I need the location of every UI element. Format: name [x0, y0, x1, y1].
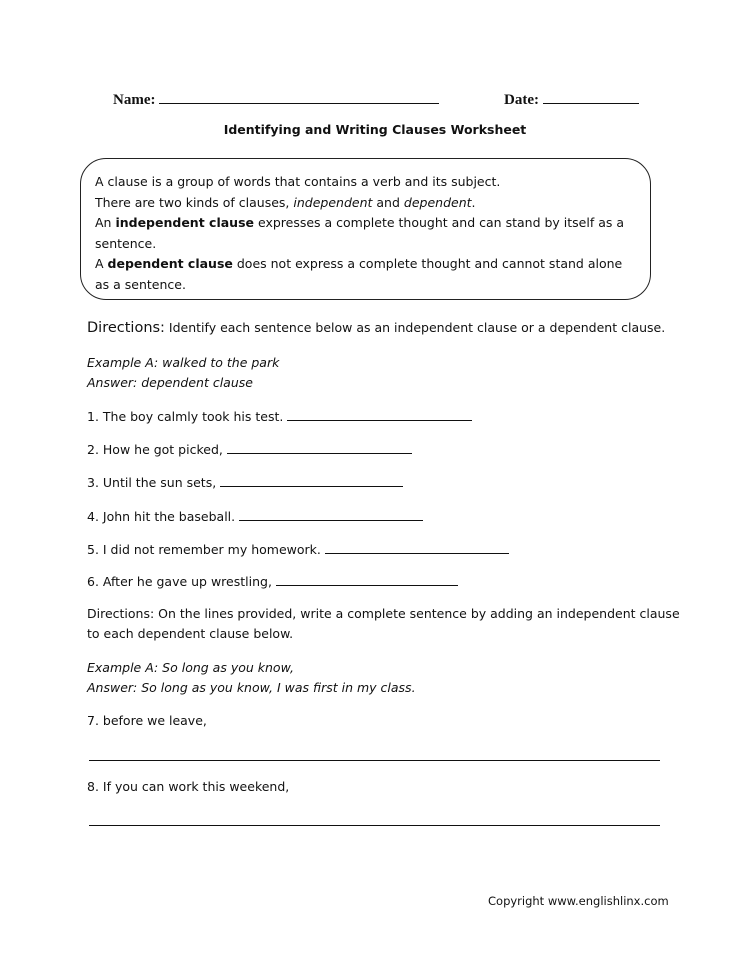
name-label: Name:	[113, 92, 156, 108]
name-blank-line[interactable]	[159, 89, 439, 104]
question-7: 7. before we leave,	[87, 713, 207, 728]
section2-directions-line1: Directions: On the lines provided, write a complete sentence by adding an independent clause	[87, 606, 680, 621]
copyright-text: Copyright www.englishlinx.com	[488, 894, 669, 908]
definition-line-2: There are two kinds of clauses, independent and dependent.	[95, 194, 476, 210]
section2-example: Example A: So long as you know,	[87, 660, 294, 675]
question-2: 2. How he got picked,	[87, 441, 412, 457]
definition-line-4: A dependent clause does not express a complete thought and cannot stand alone as a sentence.	[95, 256, 623, 292]
section2-directions-line2: to each dependent clause below.	[87, 626, 294, 641]
answer-line-8[interactable]	[89, 825, 660, 826]
worksheet-title: Identifying and Writing Clauses Worksheet	[223, 122, 527, 137]
directions-label: Directions:	[87, 320, 165, 336]
section1-example-answer: Answer: dependent clause	[87, 375, 253, 390]
answer-line-4[interactable]	[239, 508, 423, 521]
answer-line-1[interactable]	[287, 408, 472, 421]
question-1: 1. The boy calmly took his test.	[87, 408, 472, 424]
answer-line-7[interactable]	[89, 760, 660, 761]
section2-example-answer: Answer: So long as you know, I was first in my class.	[87, 680, 416, 695]
definition-line-3: An independent clause expresses a complete thought and can stand by itself as a sentence.	[95, 215, 625, 251]
date-blank-line[interactable]	[543, 89, 639, 104]
question-6: 6. After he gave up wrestling,	[87, 573, 458, 589]
answer-line-5[interactable]	[325, 541, 509, 554]
question-4: 4. John hit the baseball.	[87, 508, 423, 524]
question-8: 8. If you can work this weekend,	[87, 779, 290, 794]
section1-directions: Directions: Identify each sentence below as an independent clause or a dependent clause.	[87, 320, 666, 336]
question-5: 5. I did not remember my homework.	[87, 541, 509, 557]
definition-text	[95, 172, 635, 295]
section1-example: Example A: walked to the park	[87, 355, 280, 370]
date-label: Date:	[504, 92, 539, 108]
answer-line-3[interactable]	[220, 474, 403, 487]
question-3: 3. Until the sun sets,	[87, 474, 403, 490]
date-field	[504, 89, 639, 109]
answer-line-6[interactable]	[276, 573, 458, 586]
definition-line-1: A clause is a group of words that contains a verb and its subject.	[95, 174, 501, 189]
answer-line-2[interactable]	[227, 441, 412, 454]
name-field	[113, 89, 439, 109]
